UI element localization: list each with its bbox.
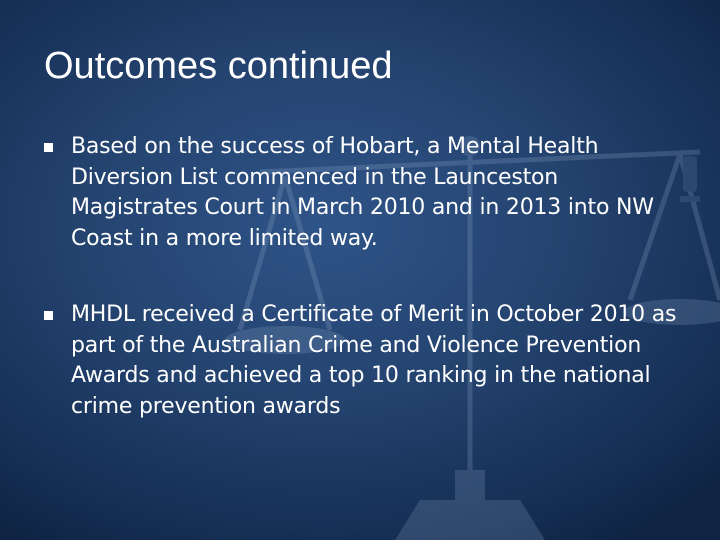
- square-bullet-icon: [44, 143, 53, 152]
- square-bullet-icon: [44, 311, 53, 320]
- bullet-item: [44, 132, 684, 254]
- bullet-text: MHDL received a Certificate of Merit in October 2010 as part of the Australian Crime and Violence Prevention Awards and achieved a top 10 ranking in the national crime prevention awards: [71, 302, 677, 419]
- bullet-text: Based on the success of Hobart, a Mental Health Diversion List commenced in the Launceston Magistrates Court in March 2010 and in 2013 into NW Coast in a more limited way.: [71, 134, 654, 251]
- bullet-list: [44, 132, 684, 468]
- slide-title: Outcomes continued: [44, 45, 393, 87]
- bullet-item: [44, 300, 684, 422]
